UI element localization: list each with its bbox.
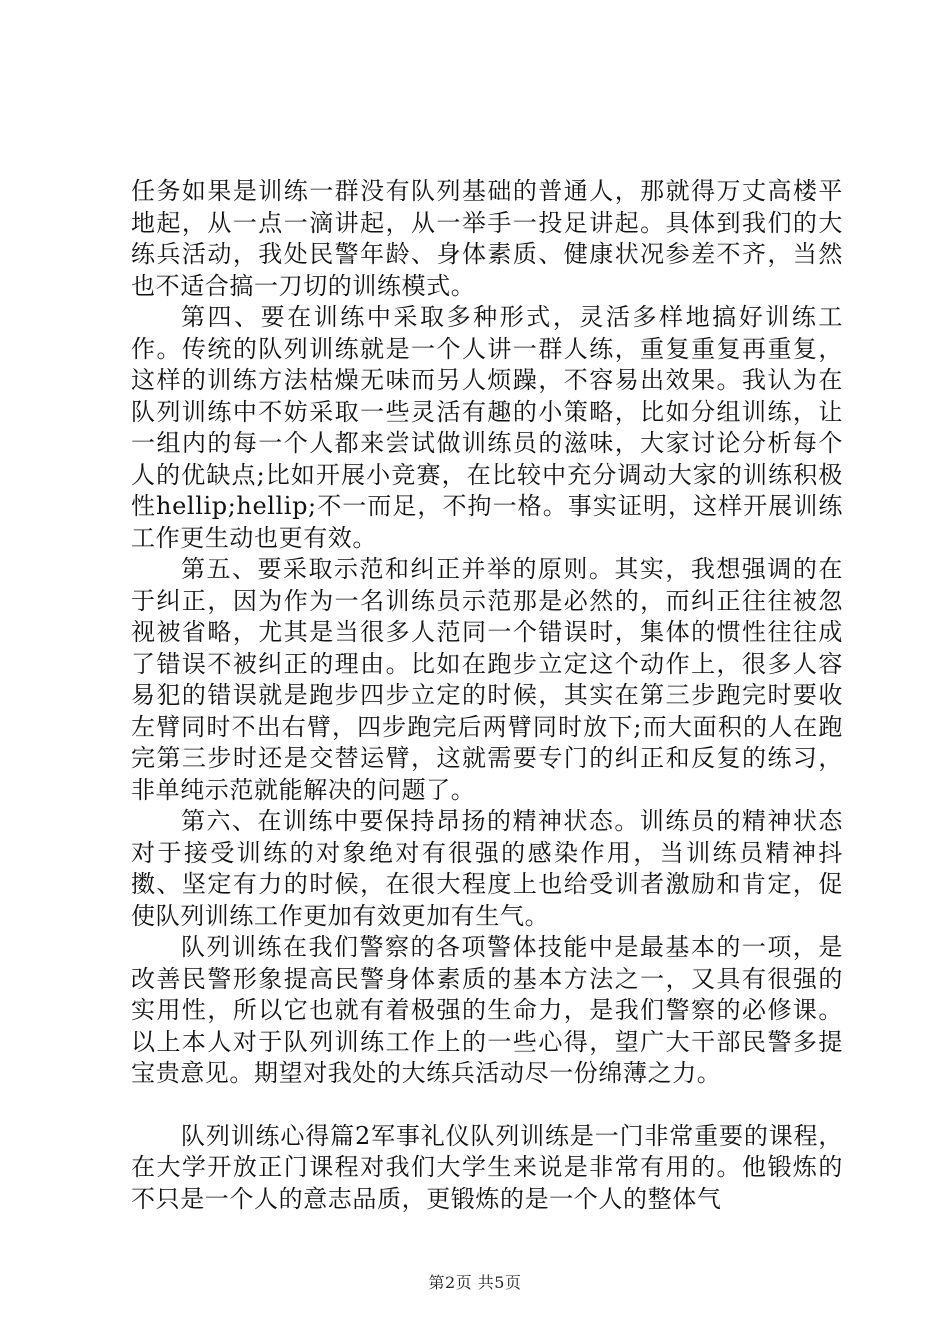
paragraph-continuation: 任务如果是训练一群没有队列基础的普通人，那就得万丈高楼平地起，从一点一滴讲起，从一举手一投足讲起。具体到我们的大练兵活动，我处民警年龄、身体素质、健康状况参差不齐，当然也不适合搞一刀切的训练模式。 bbox=[131, 177, 843, 300]
paragraph-point-five: 第五、要采取示范和纠正并举的原则。其实，我想强调的在于纠正，因为作为一名训练员示范那是必然的，而纠正往往被忽视被省略，尤其是当很多人范同一个错误时，集体的惯性往往成了错误不被纠正的理由。比如在跑步立定这个动作上，很多人容易犯的错误就是跑步四步立定的时候，其实在第三步跑完时要收左臂同时不出右臂，四步跑完后两臂同时放下;而大面积的人在跑完第三步时还是交替运臂，这就需要专门的纠正和反复的练习，非单纯示范就能解决的问题了。 bbox=[131, 555, 843, 804]
paragraph-point-four: 第四、要在训练中采取多种形式，灵活多样地搞好训练工作。传统的队列训练就是一个人讲一群人练，重复重复再重复，这样的训练方法枯燥无味而另人烦躁，不容易出效果。我认为在队列训练中不妨采取一些灵活有趣的小策略，比如分组训练，让一组内的每一个人都来尝试做训练员的滋味，大家讨论分析每个人的优缺点;比如开展小竞赛，在比较中充分调动大家的训练积极性hellip;hellip;不一而足，不拘一格。事实证明，这样开展训练工作更生动也更有效。 bbox=[131, 303, 843, 552]
paragraph-conclusion: 队列训练在我们警察的各项警体技能中是最基本的一项，是改善民警形象提高民警身体素质的基本方法之一，又具有很强的实用性，所以它也就有着极强的生命力，是我们警察的必修课。以上本人对于队列训练工作上的一些心得，望广大干部民警多提宝贵意见。期望对我处的大练兵活动尽一份绵薄之力。 bbox=[131, 933, 843, 1087]
document-body bbox=[131, 176, 843, 1215]
paragraph-point-six: 第六、在训练中要保持昂扬的精神状态。训练员的精神状态对于接受训练的对象绝对有很强的感染作用，当训练员精神抖擞、坚定有力的时候，在很大程度上也给受训者激励和肯定，促使队列训练工作更加有效更加有生气。 bbox=[131, 807, 843, 930]
page-number-footer: 第2页 共5页 bbox=[428, 1273, 522, 1292]
paragraph-article-two: 队列训练心得篇2军事礼仪队列训练是一门非常重要的课程，在大学开放正门课程对我们大学生来说是非常有用的。他锻炼的不只是一个人的意志品质，更锻炼的是一个人的整体气 bbox=[131, 1121, 843, 1213]
